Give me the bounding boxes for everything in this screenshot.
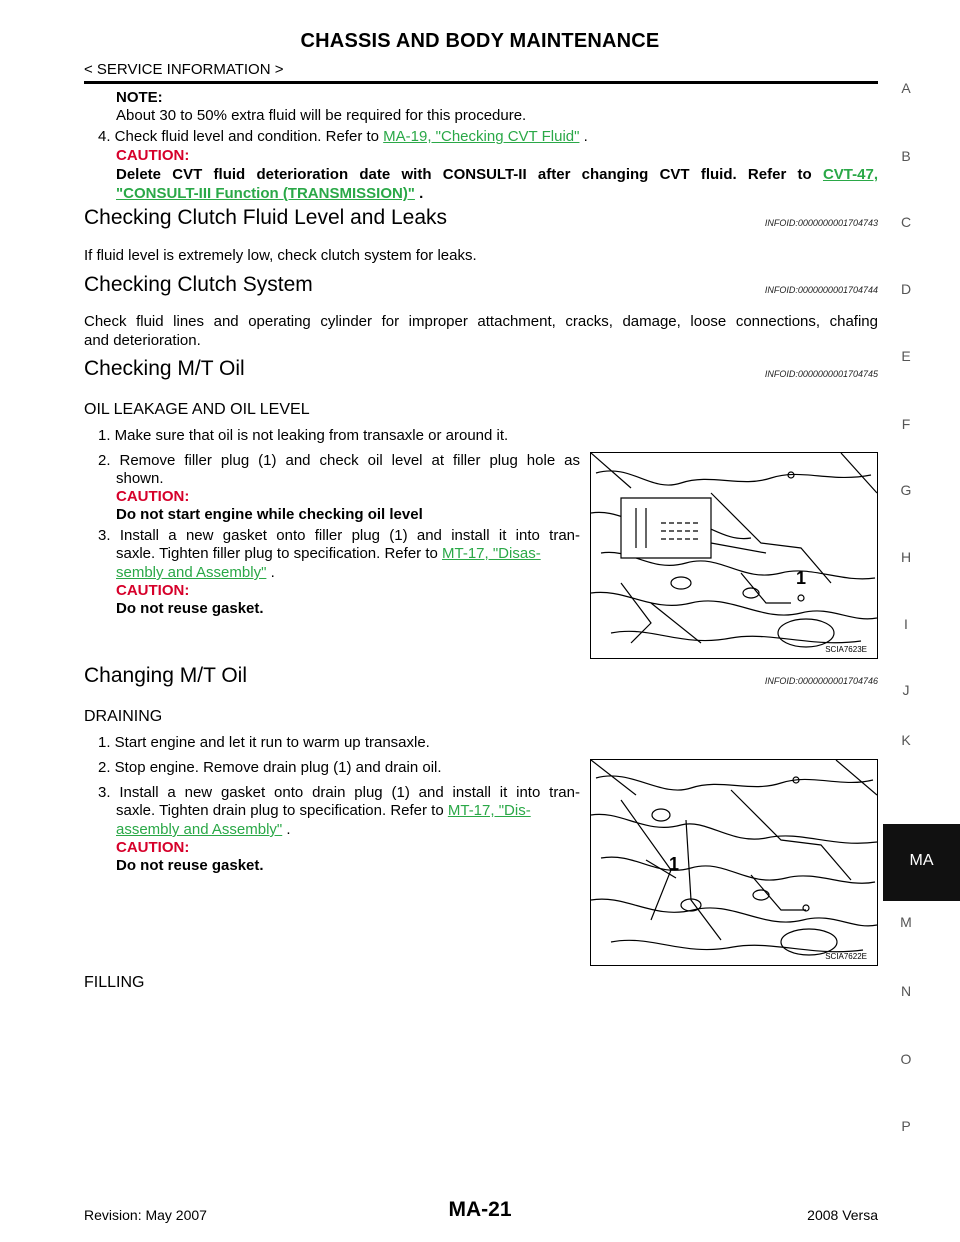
side-index-letter[interactable]: B <box>901 148 911 164</box>
side-index-letter[interactable]: E <box>901 348 911 364</box>
heading-clutch-system: Checking Clutch System <box>84 273 313 296</box>
mt-step-2-line-2: shown. <box>116 470 164 487</box>
breadcrumb: < SERVICE INFORMATION > <box>84 61 284 78</box>
side-index-letter[interactable]: H <box>900 549 912 565</box>
figure-code-2: SCIA7622E <box>825 952 867 961</box>
drain-step-3-caution: Do not reuse gasket. <box>116 857 264 874</box>
clutch-system-body-1: Check fluid lines and operating cylinder for improper attachment, cracks, damage, loose connections, chafing <box>84 313 878 330</box>
caution-line-2 <box>116 184 423 204</box>
drain-step-3-line-3 <box>116 820 291 840</box>
side-index-active-tab[interactable] <box>883 824 960 901</box>
clutch-fluid-body: If fluid level is extremely low, check clutch system for leaks. <box>84 247 477 264</box>
mt-step-3-caution-label: CAUTION: <box>116 582 190 599</box>
link-mt-17-dis-a[interactable]: MT-17, "Dis- <box>447 802 531 819</box>
footer-page-number: MA-21 <box>448 1198 512 1221</box>
side-index-letter[interactable]: P <box>901 1118 911 1134</box>
drain-step-3-line-1: 3. Install a new gasket onto drain plug (1) and install it into tran- <box>98 784 580 801</box>
side-index-letter[interactable]: A <box>901 80 911 96</box>
side-index-letter[interactable]: C <box>900 214 912 230</box>
step-4-suffix: . <box>583 128 588 145</box>
mt-step-3-line-3 <box>116 563 275 583</box>
side-index-letter[interactable]: N <box>900 983 912 999</box>
drain-step-1: 1. Start engine and let it run to warm up transaxle. <box>98 734 430 751</box>
drain-step-3-line-2 <box>116 801 531 821</box>
mt-step-3-prefix: saxle. Tighten filler plug to specification. Refer to <box>116 545 438 562</box>
note-text: About 30 to 50% extra fluid will be required for this procedure. <box>116 107 527 124</box>
side-index-letter[interactable]: I <box>904 616 908 632</box>
caution-line-1 <box>116 165 878 185</box>
figure-drain-plug <box>590 759 878 966</box>
clutch-system-body-2: and deterioration. <box>84 332 201 349</box>
drain-step-3-caution-label: CAUTION: <box>116 839 190 856</box>
link-consult-iii-function[interactable]: "CONSULT-III Function (TRANSMISSION)" <box>116 185 415 202</box>
side-index-letter[interactable]: K <box>901 732 911 748</box>
link-cvt-47[interactable]: CVT-47, <box>822 166 878 183</box>
filler-plug-illustration <box>591 453 877 658</box>
mt-step-2-caution-label: CAUTION: <box>116 488 190 505</box>
side-index-letter[interactable]: M <box>900 914 912 930</box>
callout-drain-plug: 1 <box>669 854 680 874</box>
side-index-letter[interactable]: O <box>900 1051 912 1067</box>
caution-label: CAUTION: <box>116 147 190 164</box>
caution-suffix: . <box>419 185 424 202</box>
mt-step-3-suffix: . <box>270 564 275 581</box>
note-label: NOTE: <box>116 89 163 106</box>
caution-text: Delete CVT fluid deterioration date with CONSULT-II after changing CVT fluid. Refer to <box>116 166 812 183</box>
infoid-mt-oil: INFOID:0000000001704745 <box>764 369 878 379</box>
figure-filler-plug <box>590 452 878 659</box>
drain-step-3-suffix: . <box>286 821 291 838</box>
mt-step-1: 1. Make sure that oil is not leaking from transaxle or around it. <box>98 427 509 444</box>
infoid-clutch-fluid: INFOID:0000000001704743 <box>764 218 878 228</box>
link-checking-cvt-fluid[interactable]: MA-19, "Checking CVT Fluid" <box>383 128 580 145</box>
mt-step-3-caution: Do not reuse gasket. <box>116 600 264 617</box>
subheading-filling: FILLING <box>84 974 145 991</box>
mt-step-2-caution: Do not start engine while checking oil level <box>116 506 423 523</box>
heading-mt-oil: Checking M/T Oil <box>84 357 245 380</box>
step-4 <box>98 127 588 147</box>
heading-clutch-fluid: Checking Clutch Fluid Level and Leaks <box>84 206 448 229</box>
title-rule <box>84 81 878 84</box>
drain-plug-illustration <box>591 760 877 965</box>
heading-changing-mt-oil: Changing M/T Oil <box>84 664 248 687</box>
callout-filler-plug: 1 <box>796 568 807 588</box>
link-mt-17-a[interactable]: MT-17, "Disas- <box>442 545 541 562</box>
side-index-letter[interactable]: J <box>902 682 910 698</box>
footer-model: 2008 Versa <box>807 1207 878 1223</box>
drain-step-2: 2. Stop engine. Remove drain plug (1) and drain oil. <box>98 759 442 776</box>
subheading-oil-leakage: OIL LEAKAGE AND OIL LEVEL <box>84 401 310 418</box>
figure-code-1: SCIA7623E <box>825 645 867 654</box>
subheading-draining: DRAINING <box>84 708 163 725</box>
side-index-active-label: MA <box>909 852 934 869</box>
side-index-letter[interactable]: G <box>900 482 912 498</box>
mt-step-3-line-1: 3. Install a new gasket onto filler plug (1) and install it into tran- <box>98 527 580 544</box>
step-4-prefix: 4. Check fluid level and condition. Refer to <box>98 128 379 145</box>
side-index-letter[interactable]: D <box>900 281 912 297</box>
footer-revision: Revision: May 2007 <box>84 1207 207 1223</box>
infoid-clutch-system: INFOID:0000000001704744 <box>764 285 878 295</box>
mt-step-2-line-1: 2. Remove filler plug (1) and check oil level at filler plug hole as <box>98 452 580 469</box>
link-mt-17-dis-b[interactable]: assembly and Assembly" <box>116 821 283 838</box>
page-title: CHASSIS AND BODY MAINTENANCE <box>300 30 660 52</box>
infoid-changing-mt-oil: INFOID:0000000001704746 <box>764 676 878 686</box>
drain-step-3-prefix: saxle. Tighten drain plug to specification. Refer to <box>116 802 444 819</box>
link-mt-17-b[interactable]: sembly and Assembly" <box>116 564 267 581</box>
side-index-letter[interactable]: F <box>901 416 911 432</box>
mt-step-3-line-2 <box>116 544 541 564</box>
